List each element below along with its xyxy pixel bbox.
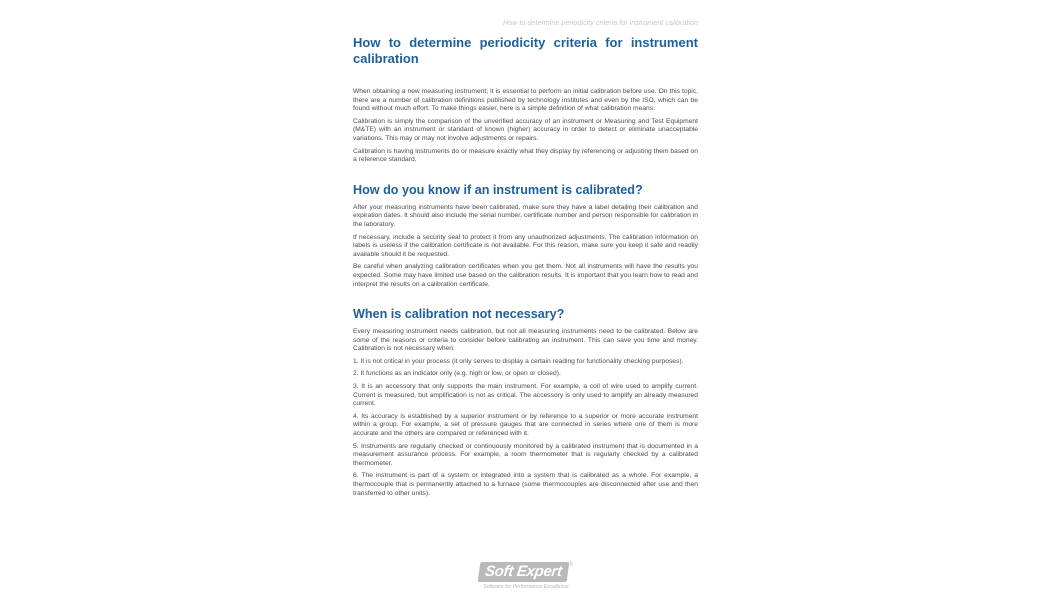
intro-paragraph: Calibration is simply the comparison of the unverified accuracy of an instrument or Measuring and Test Equipment (M&TE) with an instrument or standard of known (higher) accuracy in order to detect or eliminate unacceptable variations. This may or may not involve adjustments or repairs. xyxy=(353,117,698,142)
section-paragraph: Be careful when analyzing calibration certificates when you get them. Not all instruments will have the results you expected. Some may have limited use based on the calibration results. It is important that you learn how to read and interpret the results on a calibration certificate. xyxy=(353,263,698,288)
document-page xyxy=(353,18,698,502)
section-heading: When is calibration not necessary? xyxy=(353,307,565,322)
softexpert-logo xyxy=(470,562,582,590)
intro-section xyxy=(353,88,698,165)
section-heading: How do you know if an instrument is calibrated? xyxy=(353,182,643,197)
section-paragraph: If necessary, include a security seal to protect it from any unauthorized adjustments. The calibration information on labels is useless if the calibration certificate is not available. For this reason, make sure you keep it safe and readily available should it be requested. xyxy=(353,233,698,258)
list-item: 4. Its accuracy is established by a superior instrument or by reference to a superior or more accurate instrument within a group. For example, a set of pressure gauges that are connected in series where one of them is more accurate and the others are compared or referenced with it. xyxy=(353,412,698,438)
logo-wordmark: Soft Expert xyxy=(478,562,570,582)
section-paragraph: Every measuring instrument needs calibration, but not all measuring instruments need to be calibrated. Below are some of the reasons or criteria to consider before calibrating an instrument. This can save you time and money. Calibration is not necessary when: xyxy=(353,328,698,353)
page-title: How to determine periodicity criteria for instrument calibration xyxy=(353,35,698,66)
list-item: 3. It is an accessory that only supports the main instrument. For example, a coil of wire used to amplify current. Current is measured, but amplification is not as critical. The accessory is only used to amplify an already measured current. xyxy=(353,383,698,408)
logo-tagline: Software for Performance Excellence xyxy=(483,584,569,590)
list-item: 2. It functions as an indicator only (e.g. high or low, or open or closed). xyxy=(353,370,561,378)
list-item: 5. Instruments are regularly checked or continuously monitored by a calibrated instrument that is documented in a measurement assurance process. For example, a room thermometer that is regularly checked by a calibrated thermometer. xyxy=(353,442,698,467)
registered-mark: ® xyxy=(568,562,574,568)
calibrated-check-section xyxy=(353,183,698,289)
list-item: 6. The instrument is part of a system or integrated into a system that is calibrated as a whole. For example, a thermocouple that is permanently attached to a furnace (some thermocouples are disconnected after use and then transferred to other units). xyxy=(353,472,698,497)
intro-paragraph: When obtaining a new measuring instrument, it is essential to perform an initial calibration before use. On this topic, there are a number of calibration definitions published by technology institutes and even by the ISO, which can be found without much effort. To make things easier, here is a simple definition of what calibration means: xyxy=(353,88,698,113)
running-header: How to determine periodicity criteria for instrument calibration xyxy=(503,18,698,27)
not-necessary-section xyxy=(353,307,698,498)
intro-paragraph: Calibration is having instruments do or measure exactly what they display by referencing or adjusting them based on a reference standard. xyxy=(353,147,698,164)
list-item: 1. It is not critical in your process (it only serves to display a certain reading for functionality checking purposes). xyxy=(353,357,684,365)
section-paragraph: After your measuring instruments have been calibrated, make sure they have a label detailing their calibration and expiration dates. It should also include the serial number, certificate number and person responsible for calibration in the laboratory. xyxy=(353,203,698,228)
